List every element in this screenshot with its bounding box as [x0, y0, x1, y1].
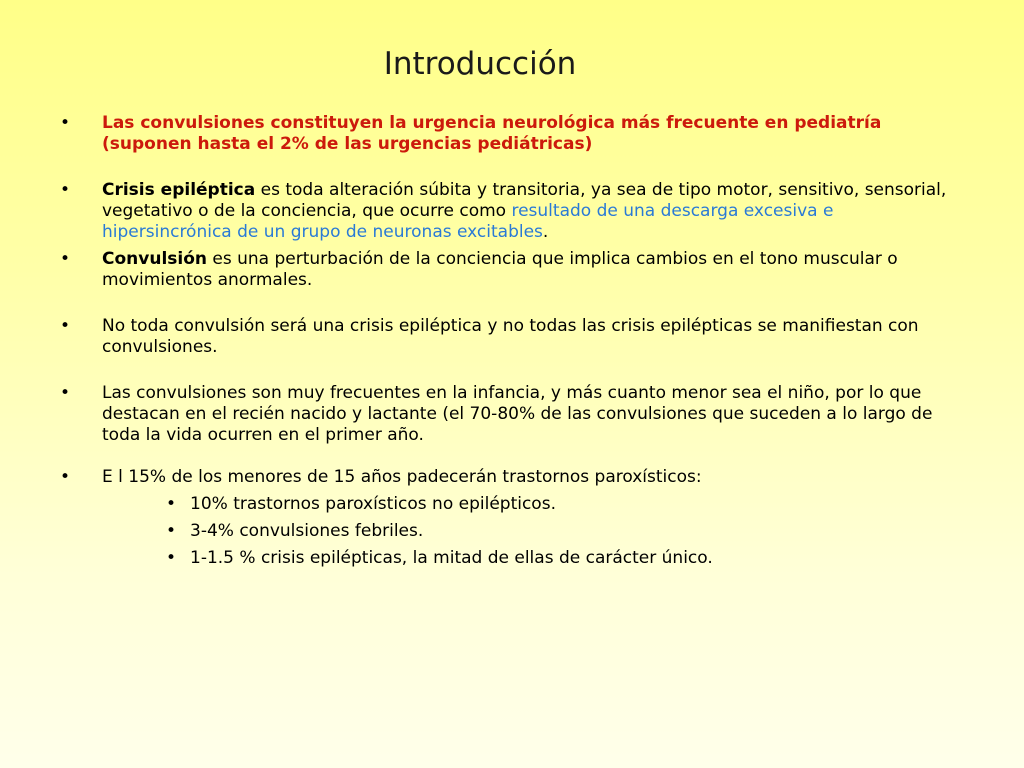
sub-bullet-text: 10% trastornos paroxísticos no epilépticos. [190, 494, 556, 514]
bullet-item [60, 467, 960, 488]
sub-bullet-item [60, 548, 960, 569]
bullet-item [60, 180, 960, 243]
sub-bullet-item [60, 521, 960, 542]
bullet-text-end: . [542, 222, 549, 242]
bullet-icon: • [60, 316, 71, 336]
bullet-bold-term: Convulsión [102, 249, 207, 269]
sub-bullet-icon: • [166, 494, 177, 514]
bullet-icon: • [60, 113, 71, 133]
sub-bullet-icon: • [166, 548, 177, 568]
bullet-text: es una perturbación de la conciencia que implica cambios en el tono muscular o movimientos anormales. [102, 249, 898, 290]
bullet-icon: • [60, 383, 71, 403]
bullet-item [60, 249, 960, 291]
bullet-item [60, 383, 960, 446]
bullet-item [60, 113, 960, 155]
bullet-text: es toda alteración súbita y transitoria, ya sea de tipo motor, sensitivo, sensorial, vegetativo o de la conciencia, que ocurre como [102, 180, 947, 221]
bullet-text: Las convulsiones son muy frecuentes en la infancia, y más cuanto menor sea el niño, por lo que destacan en el recién nacido y lactante (el 70-80% de las convulsiones que suceden a lo largo de toda la vida ocurren en el primer año. [102, 383, 933, 445]
sub-bullet-text: 3-4% convulsiones febriles. [190, 521, 424, 541]
bullet-text: Las convulsiones constituyen la urgencia neurológica más frecuente en pediatría (suponen hasta el 2% de las urgencias pediátricas) [102, 113, 882, 154]
bullet-text: No toda convulsión será una crisis epiléptica y no todas las crisis epilépticas se manifiestan con convulsiones. [102, 316, 919, 357]
bullet-icon: • [60, 249, 71, 269]
bullet-text: E l 15% de los menores de 15 años padecerán trastornos paroxísticos: [102, 467, 702, 487]
sub-bullet-icon: • [166, 521, 177, 541]
bullet-highlight: resultado de una descarga excesiva e hipersincrónica de un grupo de neuronas excitables [102, 201, 834, 242]
bullet-icon: • [60, 467, 71, 487]
sub-bullet-item [60, 494, 960, 515]
bullet-list [60, 113, 960, 569]
sub-bullet-text: 1-1.5 % crisis epilépticas, la mitad de ellas de carácter único. [190, 548, 713, 568]
slide-title: Introducción [383, 46, 577, 82]
bullet-icon: • [60, 180, 71, 200]
bullet-item [60, 316, 960, 358]
bullet-bold-term: Crisis epiléptica [102, 180, 256, 200]
